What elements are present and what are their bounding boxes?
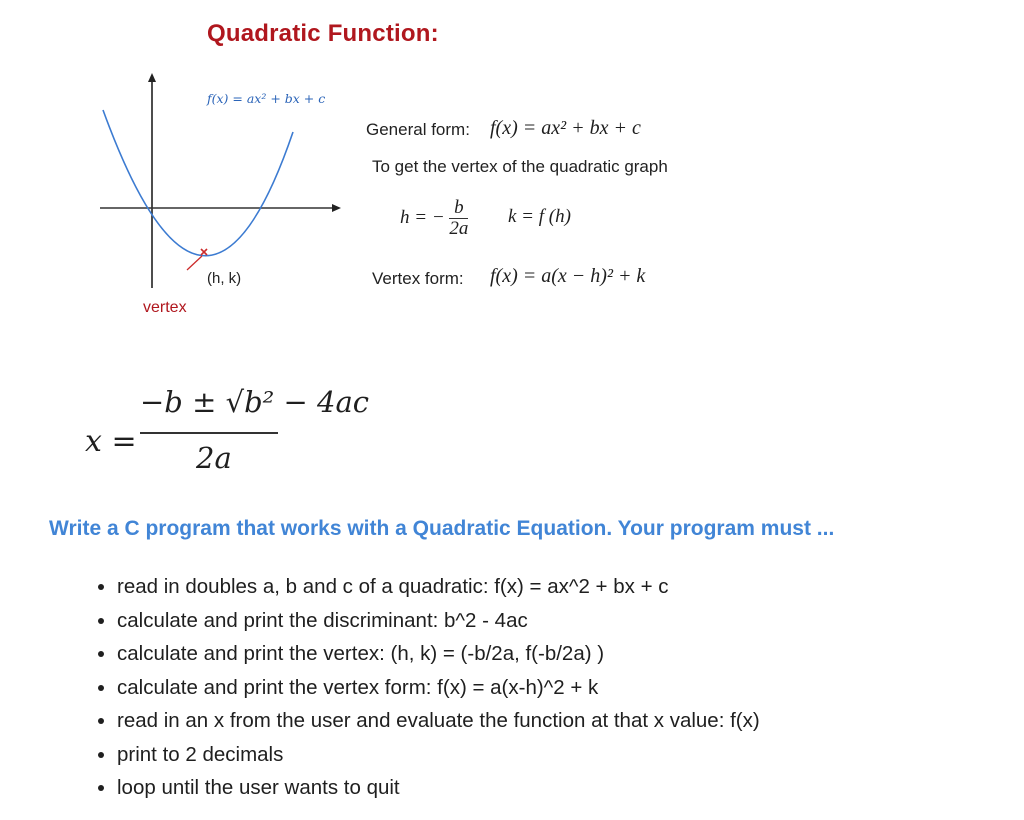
vertex-intro-text: To get the vertex of the quadratic graph xyxy=(372,157,668,176)
vertex-label: vertex xyxy=(143,299,187,316)
h-numerator: b xyxy=(449,198,468,219)
list-item: • calculate and print the vertex form: f(x) = a(x-h)^2 + k xyxy=(117,671,760,705)
h-fraction xyxy=(449,198,468,239)
quadratic-formula-lhs: x = xyxy=(85,424,137,459)
quadratic-formula-numerator: −b ± √b² − 4ac xyxy=(140,385,369,419)
curve-label: f(x) = ax² + bx + c xyxy=(207,91,326,106)
h-expression xyxy=(400,198,468,239)
h-denominator: 2a xyxy=(449,218,469,239)
general-form-math: f(x) = ax² + bx + c xyxy=(490,117,641,139)
task-heading: Write a C program that works with a Quadratic Equation. Your program must ... xyxy=(49,517,835,540)
list-item: • print to 2 decimals xyxy=(117,738,760,772)
list-item: • read in doubles a, b and c of a quadratic: f(x) = ax^2 + bx + c xyxy=(117,570,760,604)
h-lhs: h = − xyxy=(400,206,445,228)
page-title: Quadratic Function: xyxy=(207,20,439,47)
vertex-marker-icon xyxy=(201,249,207,255)
vertex-form-math: f(x) = a(x − h)² + k xyxy=(490,265,646,287)
point-label: (h, k) xyxy=(207,270,242,287)
y-axis-arrow-icon xyxy=(148,73,156,82)
list-item: • calculate and print the vertex: (h, k) = (-b/2a, f(-b/2a) ) xyxy=(117,637,760,671)
list-item: • calculate and print the discriminant: b^2 - 4ac xyxy=(117,604,760,638)
parabola-curve xyxy=(103,110,293,256)
task-list xyxy=(72,570,760,805)
k-expression: k = f (h) xyxy=(508,206,571,227)
vertex-form-label: Vertex form: xyxy=(372,269,464,288)
list-item: • read in an x from the user and evaluate the function at that x value: f(x) xyxy=(117,704,760,738)
vertex-pointer xyxy=(187,256,202,270)
quadratic-formula-denominator: 2a xyxy=(196,441,232,475)
general-form-label: General form: xyxy=(366,120,470,139)
quadratic-formula-fraction-bar xyxy=(140,432,278,434)
parabola-graph xyxy=(95,70,355,320)
x-axis-arrow-icon xyxy=(332,204,341,212)
list-item: • loop until the user wants to quit xyxy=(117,771,760,805)
